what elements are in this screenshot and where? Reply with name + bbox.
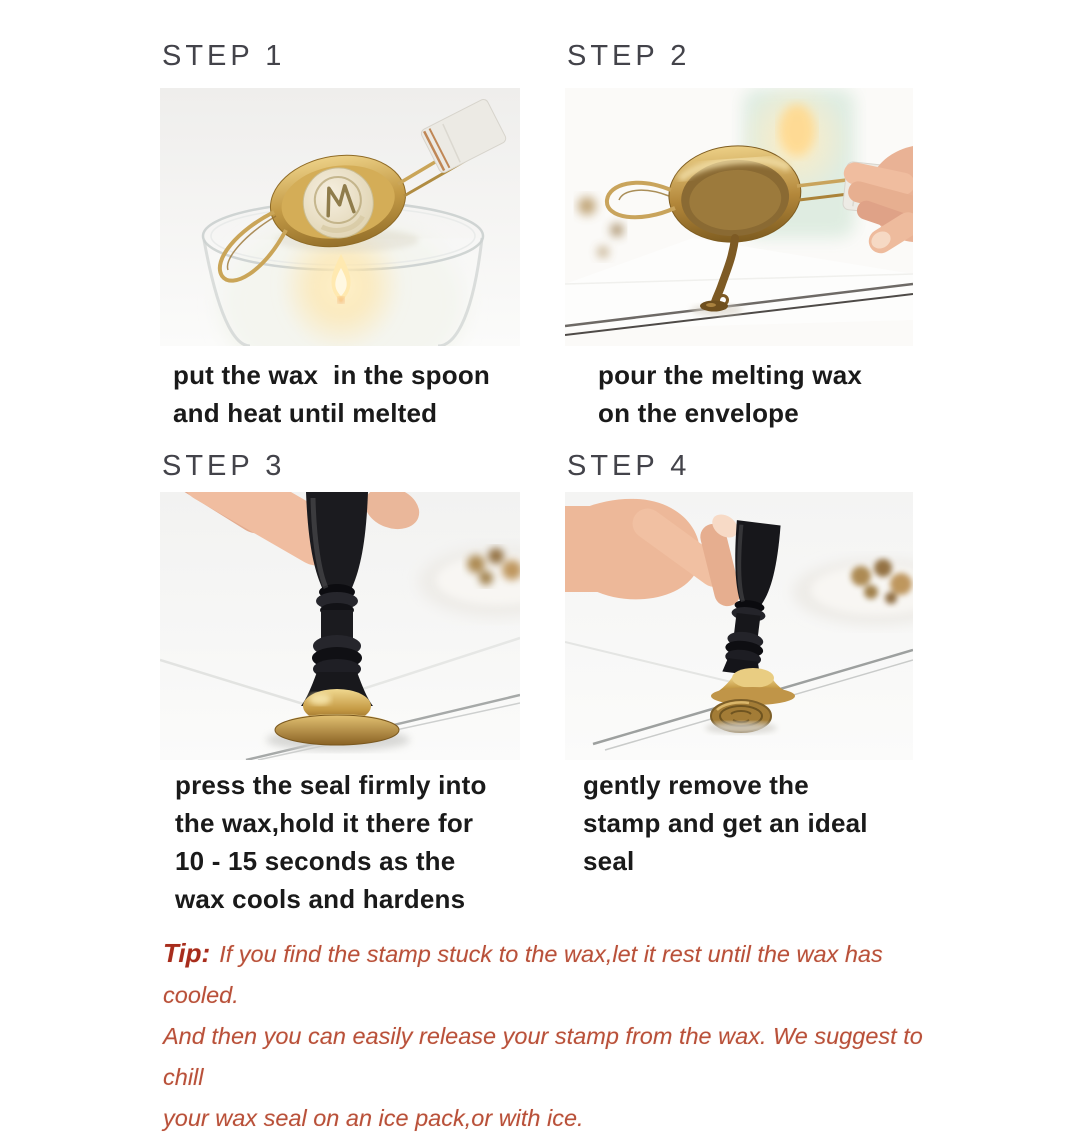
- step-4-heading: STEP 4: [567, 450, 691, 482]
- caption-line: wax cools and hardens: [175, 884, 466, 914]
- pouring-wax-illustration: [565, 88, 913, 346]
- caption-line: on the envelope: [598, 398, 799, 428]
- caption-line: 10 - 15 seconds as the: [175, 846, 456, 876]
- step-3-caption: [160, 766, 520, 918]
- tip-line: And then you can easily release your stamp from the wax. We suggest to chill: [163, 1023, 923, 1090]
- caption-line: and heat until melted: [173, 398, 438, 428]
- caption-line: gently remove the: [583, 770, 809, 800]
- wax-spoon-over-candle-illustration: [160, 88, 520, 346]
- step-1-heading: STEP 1: [162, 40, 286, 72]
- step-4-photo: [565, 492, 913, 760]
- step-3-photo: [160, 492, 520, 760]
- caption-line: the wax,hold it there for: [175, 808, 474, 838]
- tip-note: [163, 933, 963, 1139]
- caption-line: press the seal firmly into: [175, 770, 487, 800]
- step-2-photo: [565, 88, 913, 346]
- caption-line: pour the melting wax: [598, 360, 863, 390]
- step-2-heading: STEP 2: [567, 40, 691, 72]
- tip-line: your wax seal on an ice pack,or with ice.: [163, 1105, 584, 1131]
- step-2-caption: [565, 356, 913, 432]
- caption-line: put the wax in the spoon: [173, 360, 490, 390]
- tip-label: Tip:: [163, 938, 211, 968]
- step-1-caption: [160, 356, 520, 432]
- removing-stamp-illustration: [565, 492, 913, 760]
- step-1-photo: [160, 88, 520, 346]
- caption-line: stamp and get an ideal: [583, 808, 868, 838]
- step-3-heading: STEP 3: [162, 450, 286, 482]
- step-4-caption: [565, 766, 913, 880]
- caption-line: seal: [583, 846, 635, 876]
- pressing-stamp-illustration: [160, 492, 520, 760]
- tip-line: [163, 933, 963, 1016]
- tip-text: If you find the stamp stuck to the wax,let it rest until the wax has cooled.: [163, 941, 883, 1008]
